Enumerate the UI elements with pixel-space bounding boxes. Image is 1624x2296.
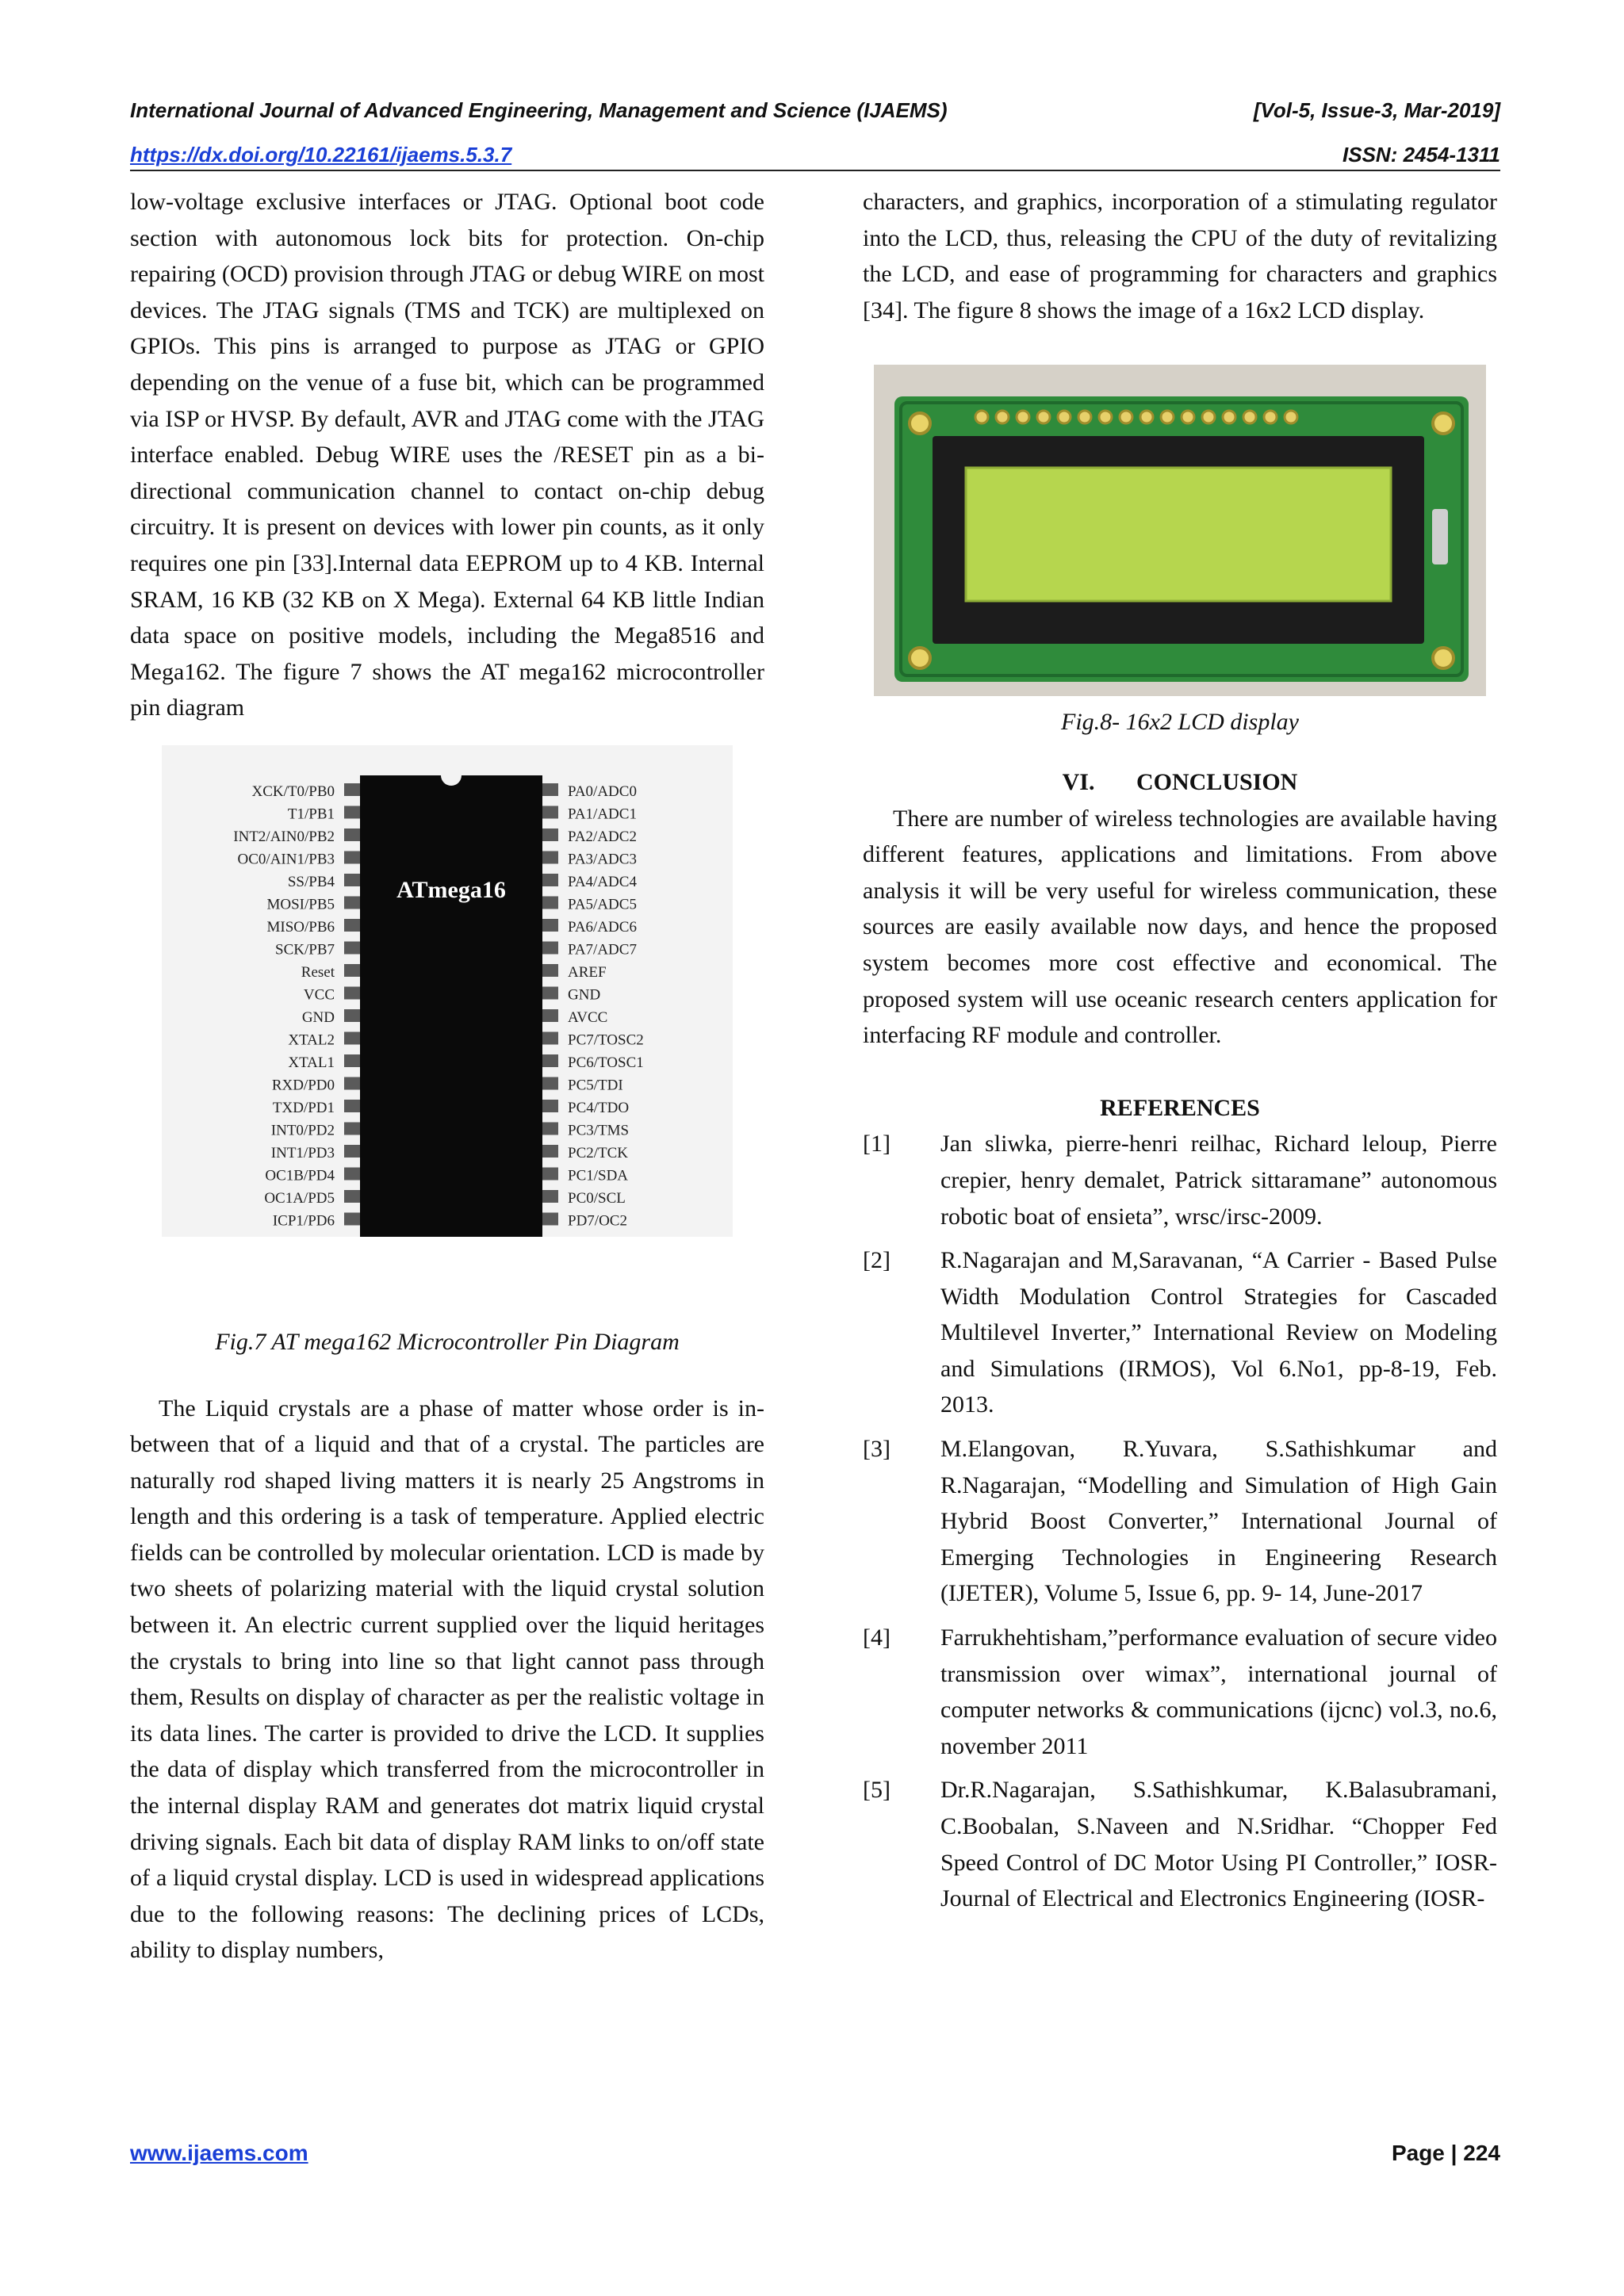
pin-label-left: Reset [301,963,335,981]
lcd-screen [966,468,1391,601]
reference-number: [4] [863,1624,891,1651]
pin-pad [542,941,558,954]
pin-pad [344,1077,360,1089]
lcd-pin [996,411,1009,423]
left-column [130,184,764,1969]
pin-label-right: PA3/ADC3 [568,851,637,868]
pin-pad [542,851,558,863]
fig8-caption: Fig.8- 16x2 LCD display [1061,709,1299,736]
pin-label-right: PA4/ADC4 [568,873,637,890]
pin-pad [344,851,360,863]
pin-label-right: PA0/ADC0 [568,783,637,800]
figure-7 [130,745,764,1300]
pin-pad [344,896,360,909]
mount-hole [1433,413,1454,434]
conclusion-text: There are number of wireless technologies are available having different features, applications and limitations. From above analysis it will be very useful for wireless communication, these sources are easily available now days, and hence the proposed system becomes more cost effective and economical. The proposed system will use oceanic research centers application for interfacing RF module and controller. [863,805,1497,1049]
pin-pad [542,964,558,977]
reference-text: Jan sliwka, pierre-henri reilhac, Richard leloup, Pierre crepier, henry demalet, Patrick sittaramane” autonomous robotic boat of ensieta”, wrsc/irsc-2009. [940,1131,1497,1230]
pin-label-right: PA5/ADC5 [568,896,637,913]
lcd-pin [975,411,988,423]
pin-label-left: TXD/PD1 [272,1099,335,1116]
pin-pad [344,1122,360,1135]
reference-number: [2] [863,1247,891,1274]
lcd-pin [1161,411,1174,423]
references-heading: REFERENCES [1100,1094,1260,1121]
references-list [863,1126,1497,1916]
pin-label-right: PC3/TMS [568,1122,630,1139]
pin-label-left: SS/PB4 [287,873,335,890]
pin-pad [542,1031,558,1044]
reference-item [863,1431,1497,1612]
pin-label-right: PC6/TOSC1 [568,1054,644,1071]
running-header [130,98,1500,127]
reference-item [863,1620,1497,1764]
reference-number: [1] [863,1131,891,1158]
pin-pad [542,1167,558,1180]
pin-label-left: RXD/PD0 [271,1077,335,1094]
pin-label-left: ICP1/PD6 [272,1212,335,1230]
pin-label-left: GND [301,1008,335,1026]
lcd-pin [1037,411,1050,423]
lcd-pin [1099,411,1112,423]
reference-text: R.Nagarajan and M,Saravanan, “A Carrier - Based Pulse Width Modulation Control Strategies for Cascaded Multilevel Inverter,” International Review on Modeling and Simulations (IRMOS), Vol 6.No1, pp-8-19, Feb. 2013. [940,1247,1497,1418]
pin-pad [344,1145,360,1158]
pin-pad [542,896,558,909]
pin-pad [344,1031,360,1044]
pin-label-right: PC1/SDA [568,1167,629,1184]
reference-number: [3] [863,1436,891,1463]
lcd-pin [1264,411,1277,423]
lcd-pin [1182,411,1194,423]
pin-pad [542,919,558,932]
reference-text: Dr.R.Nagarajan, S.Sathishkumar, K.Balasubramani, C.Boobalan, S.Naveen and N.Sridhar. “Chopper Fed Speed Control of DC Motor Using PI Controller,” IOSR- Journal of Electrical and Electronics Engineering (IOSR- [940,1777,1497,1912]
pin-pad [344,941,360,954]
reference-item [863,1242,1497,1423]
left-paragraph-1: low-voltage exclusive interfaces or JTAG. Optional boot code section with autonomous lock bits for protection. On-chip repairing (OCD) provision through JTAG or debug WIRE on most devices. The JTAG signals (TMS and TCK) are multiplexed on GPIOs. This pins is arranged to purpose as JTAG or GPIO depending on the venue of a fuse bit, which can be programmed via ISP or HVSP. By default, AVR and JTAG come with the JTAG interface enabled. Debug WIRE uses the /RESET pin as a bi-directional communication channel to contact on-chip debug circuitry. It is present on devices with lower pin counts, as it only requires one pin [33].Internal data EEPROM up to 4 KB. Internal SRAM, 16 KB (32 KB on X Mega). External 64 KB little Indian data space on positive models, including the Mega8516 and Mega162. The figure 7 shows the AT mega162 microcontroller pin diagram [130,189,764,721]
pin-pad [344,986,360,999]
pin-pad [542,1054,558,1067]
pin-pad [344,806,360,818]
pin-pad [344,1167,360,1180]
website-link[interactable]: www.ijaems.com [130,2141,308,2165]
pin-label-right: PA2/ADC2 [568,828,637,845]
pin-label-right: PA6/ADC6 [568,918,637,936]
pin-label-right: PC4/TDO [568,1099,630,1116]
pin-pad [344,1054,360,1067]
pin-label-left: MOSI/PB5 [266,896,335,913]
reference-item [863,1126,1497,1234]
conclusion-heading: VI. CONCLUSION [1062,768,1298,795]
pin-pad [344,783,360,796]
lcd-pin [1285,411,1297,423]
pin-label-left: SCK/PB7 [275,941,335,959]
pin-pad [542,806,558,818]
pin-label-left: INT2/AIN0/PB2 [233,828,335,845]
lcd-pin [1202,411,1215,423]
page-footer [130,2141,1500,2166]
pin-pad [542,1009,558,1022]
journal-title: International Journal of Advanced Engineering, Management and Science (IJAEMS) [130,98,948,122]
pin-pad [542,1190,558,1203]
fig7-caption: Fig.7 AT mega162 Microcontroller Pin Diagram [215,1328,680,1355]
pin-label-left: OC1B/PD4 [265,1167,335,1184]
pin-label-left: INT0/PD2 [270,1122,335,1139]
pin-pad [542,874,558,886]
lcd-pin [1140,411,1153,423]
pin-label-left: OC0/AIN1/PB3 [237,851,335,868]
mount-hole [910,413,930,434]
mount-hole [1433,648,1454,668]
doi-link[interactable]: https://dx.doi.org/10.22161/ijaems.5.3.7 [130,143,512,166]
chip-body [360,775,542,1237]
pin-pad [344,1190,360,1203]
lcd-pin [1120,411,1132,423]
reference-number: [5] [863,1777,891,1804]
pin-label-left: INT1/PD3 [270,1144,335,1161]
pin-label-right: PD7/OC2 [568,1212,627,1230]
pin-label-right: PA7/ADC7 [568,941,637,959]
pin-pad [344,919,360,932]
left-paragraph-2: The Liquid crystals are a phase of matter whose order is in-between that of a liquid and that of a crystal. The particles are naturally rod shaped living matters it is nearly 25 Angstroms in length and this ordering is a task of temperature. Applied electric fields can be controlled by molecular orientation. LCD is made by two sheets of polarizing material with the liquid crystal solution between it. An electric current supplied over the liquid heritages the crystals to bring into line so that light cannot pass through them, Results on display of character as per the realistic voltage in its data lines. The carter is provided to drive the LCD. It supplies the data of display which transferred from the microcontroller in the internal display RAM and generates dot matrix liquid crystal driving signals. Each bit data of display RAM links to on/off state of a liquid crystal display. LCD is used in widespread applications due to the following reasons: The declining prices of LCDs, ability to display numbers, [130,1395,764,1964]
lcd-photo [863,365,1497,698]
reference-text: Farrukhehtisham,”performance evaluation of secure video transmission over wimax”, international journal of computer networks & communications (ijcnc) vol.3, no.6, november 2011 [940,1624,1497,1759]
reference-text: M.Elangovan, R.Yuvara, S.Sathishkumar and R.Nagarajan, “Modelling and Simulation of High Gain Hybrid Boost Converter,” International Journal of Emerging Technologies in Engineering Research (IJETER), Volume 5, Issue 6, pp. 9- 14, June-2017 [940,1436,1497,1607]
pin-label-left: OC1A/PD5 [264,1189,335,1207]
pin-pad [344,1212,360,1225]
pin-pad [344,1009,360,1022]
pin-pad [344,1100,360,1112]
pin-pad [542,986,558,999]
reference-item [863,1772,1497,1916]
pin-pad [344,964,360,977]
lcd-pin [1017,411,1029,423]
pin-label-left: VCC [303,986,335,1004]
pin-pad [542,783,558,796]
pin-label-left: T1/PB1 [287,806,335,823]
pin-label-right: AVCC [568,1008,608,1026]
pin-pad [542,1145,558,1158]
lcd-pin [1223,411,1235,423]
mount-hole [910,648,930,668]
pin-label-right: AREF [568,963,607,981]
doi-line [130,143,1500,171]
pin-label-left: XTAL1 [288,1054,335,1071]
lcd-pin [1058,411,1071,423]
pin-pad [542,828,558,841]
pin-label-right: PC0/SCL [568,1189,626,1207]
pin-pad [344,874,360,886]
pin-label-left: XCK/T0/PB0 [251,783,335,800]
pin-pad [542,1100,558,1112]
pin-label-left: MISO/PB6 [266,918,335,936]
right-paragraph-1: characters, and graphics, incorporation of a stimulating regulator into the LCD, thus, releasing the CPU of the duty of revitalizing the LCD, and ease of programming for characters and graphics [34]. The figure 8 shows the image of a 16x2 LCD display. [863,189,1497,323]
pin-label-right: PC2/TCK [568,1144,629,1161]
issn: ISSN: 2454-1311 [1342,143,1500,166]
right-column [863,184,1497,1917]
figure-8 [863,365,1497,698]
pin-pad [542,1212,558,1225]
volume-issue: [Vol-5, Issue-3, Mar-2019] [1253,98,1500,122]
chip-label: ATmega16 [396,876,506,903]
pin-pad [344,828,360,841]
pin-label-right: PC7/TOSC2 [568,1031,644,1049]
pin-label-right: PA1/ADC1 [568,806,637,823]
pin-label-right: PC5/TDI [568,1077,623,1094]
pin-pad [542,1122,558,1135]
pin-label-left: XTAL2 [288,1031,335,1049]
page-number: Page | 224 [1391,2141,1500,2165]
pin-label-right: GND [568,986,601,1004]
backlight-tab [1432,509,1448,564]
pin-diagram [130,745,764,1300]
lcd-pin [1078,411,1091,423]
lcd-pin [1243,411,1256,423]
pin-pad [542,1077,558,1089]
